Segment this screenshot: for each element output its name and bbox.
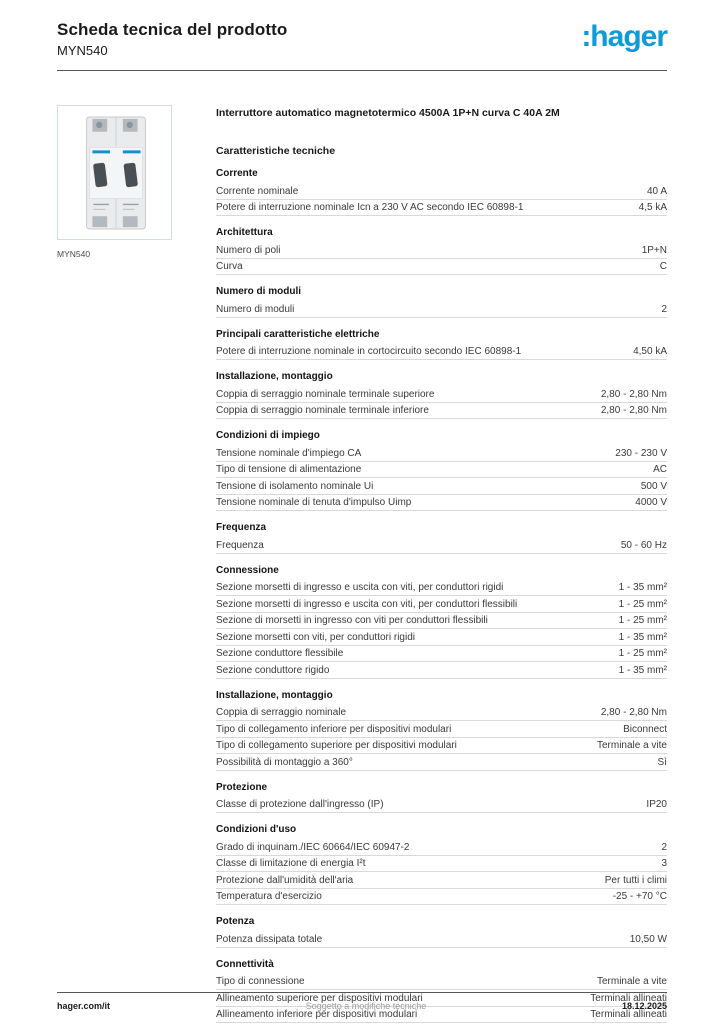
spec-value: Terminali allineati xyxy=(590,992,667,1004)
spec-value: AC xyxy=(653,464,667,475)
spec-row xyxy=(216,259,667,276)
footer-row xyxy=(57,1001,667,1011)
spec-row xyxy=(216,495,667,512)
spec-value: -25 - +70 °C xyxy=(612,891,667,902)
spec-label: Tipo di collegamento superiore per dispositivi modulari xyxy=(216,740,457,751)
section-heading: Condizioni di impiego xyxy=(216,430,320,441)
spec-value: 1 - 25 mm² xyxy=(618,598,667,610)
spec-label: Classe di protezione dall'ingresso (IP) xyxy=(216,799,384,810)
spec-value: 2,80 - 2,80 Nm xyxy=(600,405,667,416)
spec-value: Biconnect xyxy=(623,723,667,735)
spec-row xyxy=(216,386,667,403)
spec-row xyxy=(216,872,667,889)
spec-row xyxy=(216,242,667,259)
spec-label: Allineamento superiore per dispositivi modulari xyxy=(216,992,423,1004)
footer-disclaimer: Soggetto a modifiche tecniche xyxy=(305,1001,427,1011)
spec-row xyxy=(216,183,667,200)
spec-value: 1 - 35 mm² xyxy=(618,582,667,593)
spec-row xyxy=(216,580,667,597)
section-heading: Installazione, montaggio xyxy=(216,689,333,701)
spec-row xyxy=(216,445,667,462)
spec-label: Sezione di morsetti in ingresso con viti per conduttori flessibili xyxy=(216,615,488,626)
section-heading: Numero di moduli xyxy=(216,286,301,297)
spec-label: Potere di interruzione nominale in cortocircuito secondo IEC 60898-1 xyxy=(216,346,522,357)
spec-value: 3 xyxy=(661,858,667,869)
spec-value: 50 - 60 Hz xyxy=(620,539,667,551)
page-title: Scheda tecnica del prodotto xyxy=(57,20,288,39)
spec-value: Terminale a vite xyxy=(596,976,667,987)
spec-row xyxy=(216,889,667,906)
spec-row xyxy=(216,931,667,948)
product-image-caption: MYN540 xyxy=(57,249,91,259)
spec-label: Grado di inquinam./IEC 60664/IEC 60947-2 xyxy=(216,841,410,853)
spec-row xyxy=(216,301,667,318)
content xyxy=(57,105,667,1023)
spec-value: 1 - 35 mm² xyxy=(618,664,667,676)
spec-value: Terminali allineati xyxy=(590,1009,667,1020)
spec-row xyxy=(216,537,667,554)
spec-label: Tipo di tensione di alimentazione xyxy=(216,464,362,475)
tech-characteristics-heading: Caratteristiche tecniche xyxy=(216,145,336,157)
spec-label: Tensione nominale di tenuta d'impulso Uimp xyxy=(216,497,412,508)
spec-label: Tensione nominale d'impiego CA xyxy=(216,447,362,459)
spec-value: 4,5 kA xyxy=(638,202,667,213)
spec-value: 10,50 W xyxy=(629,933,667,945)
spec-row xyxy=(216,344,667,361)
section-heading: Condizioni d'uso xyxy=(216,824,297,835)
spec-row xyxy=(216,856,667,873)
header xyxy=(57,20,667,58)
spec-value: 1P+N xyxy=(641,244,667,256)
footer xyxy=(57,992,667,1011)
spec-label: Frequenza xyxy=(216,539,264,551)
spec-row xyxy=(216,721,667,738)
spec-value: Per tutti i climi xyxy=(604,874,667,886)
spec-row xyxy=(216,974,667,991)
spec-label: Sezione conduttore flessibile xyxy=(216,648,344,659)
spec-value: 4,50 kA xyxy=(633,346,667,357)
spec-label: Numero di poli xyxy=(216,244,281,256)
spec-row xyxy=(216,705,667,722)
spec-row xyxy=(216,478,667,495)
section-heading: Connessione xyxy=(216,564,279,576)
spec-label: Tipo di connessione xyxy=(216,976,305,987)
spec-value: 2,80 - 2,80 Nm xyxy=(600,707,667,718)
sidebar-image-column xyxy=(57,105,172,1023)
spec-label: Curva xyxy=(216,261,243,272)
spec-label: Temperatura d'esercizio xyxy=(216,891,322,902)
spec-label: Sezione morsetti di ingresso e uscita con viti, per conduttori rigidi xyxy=(216,582,504,593)
section-heading: Connettività xyxy=(216,958,274,970)
spec-value: Sì xyxy=(657,756,667,768)
spec-row xyxy=(216,403,667,420)
header-divider xyxy=(57,70,667,71)
header-text xyxy=(57,20,287,58)
spec-value: Terminale a vite xyxy=(596,740,667,751)
spec-label: Potere di interruzione nominale Icn a 230 V AC secondo IEC 60898-1 xyxy=(216,202,524,213)
spec-label: Sezione morsetti con viti, per conduttori rigidi xyxy=(216,631,415,643)
footer-divider xyxy=(57,992,667,993)
spec-label: Sezione conduttore rigido xyxy=(216,664,330,676)
hager-logo: :hager xyxy=(581,20,667,53)
spec-label: Tensione di isolamento nominale Ui xyxy=(216,480,374,492)
spec-value: 2 xyxy=(661,841,667,853)
spec-label: Tipo di collegamento inferiore per dispositivi modulari xyxy=(216,723,452,735)
spec-value: 2 xyxy=(661,303,667,315)
product-title: Interruttore automatico magnetotermico 4500A 1P+N curva C 40A 2M xyxy=(216,107,560,119)
spec-label: Allineamento inferiore per dispositivi modulari xyxy=(216,1009,418,1020)
footer-date: 18.12.2025 xyxy=(621,1001,667,1011)
spec-row xyxy=(216,646,667,663)
spec-label: Classe di limitazione di energia I²t xyxy=(216,858,366,869)
spec-label: Possibilità di montaggio a 360° xyxy=(216,756,353,768)
spec-value: 1 - 25 mm² xyxy=(618,615,667,626)
spec-value: C xyxy=(659,261,667,272)
spec-label: Corrente nominale xyxy=(216,185,299,197)
spec-row xyxy=(216,462,667,479)
spec-value: 500 V xyxy=(640,480,667,492)
product-image xyxy=(57,105,172,240)
section-heading: Architettura xyxy=(216,227,273,238)
spec-label: Potenza dissipata totale xyxy=(216,933,323,945)
section-heading: Principali caratteristiche elettriche xyxy=(216,328,380,340)
spec-value: 2,80 - 2,80 Nm xyxy=(600,388,667,400)
spec-row xyxy=(216,754,667,771)
spec-label: Coppia di serraggio nominale xyxy=(216,707,347,718)
spec-column xyxy=(216,105,667,1023)
spec-row xyxy=(216,662,667,679)
spec-row xyxy=(216,613,667,630)
spec-value: 230 - 230 V xyxy=(615,447,667,459)
spec-label: Coppia di serraggio nominale terminale superiore xyxy=(216,388,435,400)
spec-label: Numero di moduli xyxy=(216,303,295,315)
spec-row xyxy=(216,596,667,613)
spec-label: Sezione morsetti di ingresso e uscita con viti, per conduttori flessibili xyxy=(216,598,518,610)
spec-value: 1 - 35 mm² xyxy=(618,631,667,643)
spec-value: 40 A xyxy=(646,185,667,197)
section-heading: Installazione, montaggio xyxy=(216,371,333,382)
product-code: MYN540 xyxy=(57,43,108,58)
spec-value: 4000 V xyxy=(635,497,667,508)
spec-row xyxy=(216,797,667,814)
spec-value: 1 - 25 mm² xyxy=(618,648,667,659)
spec-value: IP20 xyxy=(646,799,667,810)
spec-row xyxy=(216,200,667,217)
section-heading: Protezione xyxy=(216,781,268,793)
spec-sections xyxy=(216,168,667,1023)
footer-website-link[interactable]: hager.com/it xyxy=(57,1001,111,1011)
spec-row xyxy=(216,839,667,856)
section-heading: Frequenza xyxy=(216,522,267,533)
spec-row xyxy=(216,738,667,755)
spec-label: Coppia di serraggio nominale terminale inferiore xyxy=(216,405,429,416)
spec-row xyxy=(216,629,667,646)
spec-label: Protezione dall'umidità dell'aria xyxy=(216,874,354,886)
section-heading: Corrente xyxy=(216,168,258,179)
section-heading: Potenza xyxy=(216,916,255,927)
circuit-breaker-illustration xyxy=(58,106,171,239)
